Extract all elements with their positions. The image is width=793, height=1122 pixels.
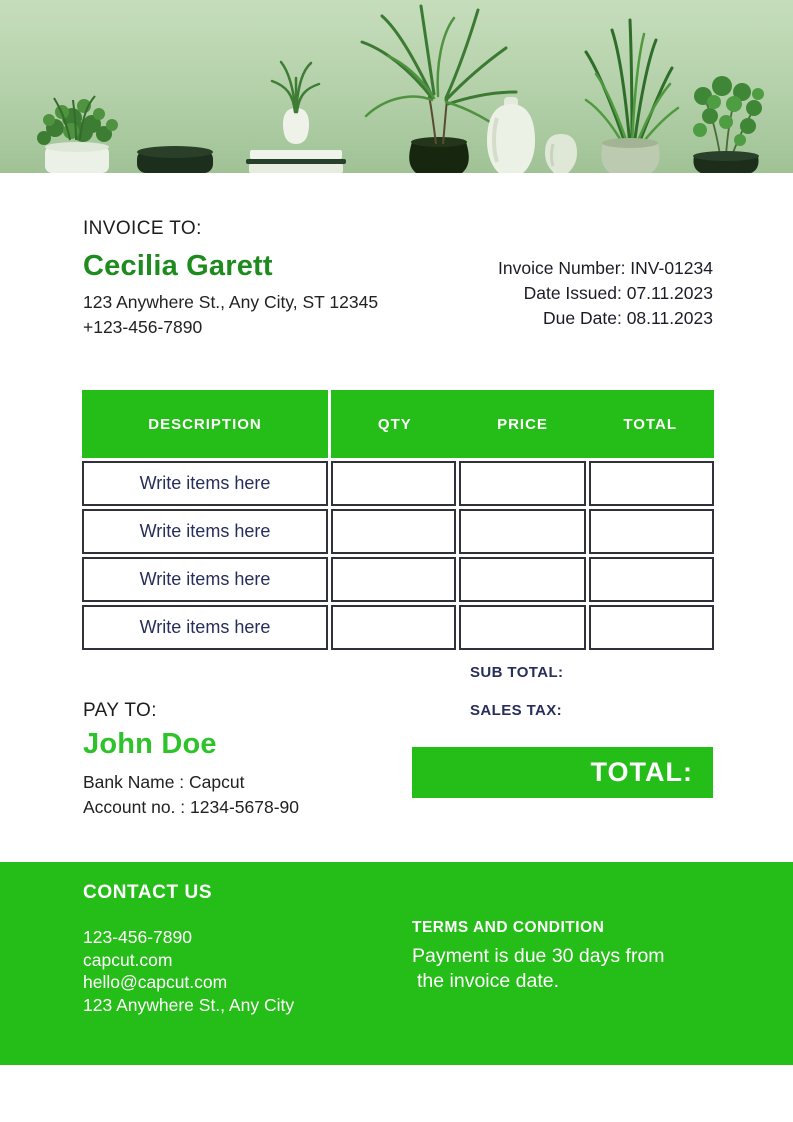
item-description-cell[interactable]: Write items here — [82, 461, 328, 506]
total-bar — [412, 747, 713, 798]
terms-text — [412, 944, 665, 994]
dark-cylinder-pot — [137, 146, 213, 173]
pay-to-section — [83, 700, 299, 818]
column-headers-right — [331, 390, 714, 458]
contact-address: 123 Anywhere St., Any City — [83, 994, 295, 1015]
item-price-cell[interactable] — [459, 605, 586, 650]
contact-us-title: CONTACT US — [83, 882, 213, 903]
item-qty-cell[interactable] — [331, 605, 456, 650]
item-total-cell[interactable] — [589, 509, 714, 554]
item-total-cell[interactable] — [589, 605, 714, 650]
sub-total-label: SUB TOTAL: — [470, 664, 564, 681]
item-price-cell[interactable] — [459, 509, 586, 554]
invoice-number: Invoice Number: INV-01234 — [498, 258, 713, 278]
terms-title: TERMS AND CONDITION — [412, 919, 605, 936]
banner-plants-photo — [0, 0, 793, 173]
sales-tax-label: SALES TAX: — [470, 702, 563, 719]
item-price-cell[interactable] — [459, 461, 586, 506]
item-price-cell[interactable] — [459, 557, 586, 602]
client-name: Cecilia Garett — [83, 250, 273, 282]
banner-wall — [0, 0, 793, 173]
terms-line-2: the invoice date. — [417, 970, 560, 992]
small-vase — [545, 134, 577, 173]
terms-line-1: Payment is due 30 days from — [412, 945, 665, 967]
pay-to-label: PAY TO: — [83, 700, 157, 721]
account-number: Account no. : 1234-5678-90 — [83, 797, 299, 817]
client-phone: +123-456-7890 — [83, 317, 203, 337]
contact-lines — [83, 926, 294, 1016]
contact-phone: 123-456-7890 — [83, 927, 192, 947]
bank-name: Bank Name : Capcut — [83, 772, 245, 792]
item-description-cell[interactable]: Write items here — [82, 557, 328, 602]
invoice-to-section — [83, 218, 378, 338]
column-header-description: DESCRIPTION — [82, 390, 328, 458]
total-label: TOTAL: — [590, 757, 693, 787]
client-address: 123 Anywhere St., Any City, ST 12345 — [83, 292, 379, 312]
item-description-cell[interactable]: Write items here — [82, 509, 328, 554]
contact-email[interactable]: hello@capcut.com — [83, 972, 228, 992]
column-header-price: PRICE — [497, 415, 548, 433]
item-description-cell[interactable]: Write items here — [82, 605, 328, 650]
column-header-qty: QTY — [377, 415, 412, 433]
items-table — [82, 390, 714, 650]
payee-name: John Doe — [83, 728, 217, 760]
invoice-to-label: INVOICE TO: — [83, 218, 202, 239]
item-qty-cell[interactable] — [331, 557, 456, 602]
column-header-total: TOTAL — [623, 415, 677, 433]
item-total-cell[interactable] — [589, 461, 714, 506]
round-leaf-plant — [693, 76, 764, 173]
due-date: Due Date: 08.11.2023 — [543, 308, 713, 328]
footer — [0, 862, 793, 1065]
invoice-meta-section — [498, 256, 713, 331]
item-qty-cell[interactable] — [331, 509, 456, 554]
contact-website[interactable]: capcut.com — [83, 949, 173, 970]
item-total-cell[interactable] — [589, 557, 714, 602]
date-issued: Date Issued: 07.11.2023 — [523, 283, 713, 303]
banner-plants-illustration — [0, 0, 793, 173]
item-qty-cell[interactable] — [331, 461, 456, 506]
